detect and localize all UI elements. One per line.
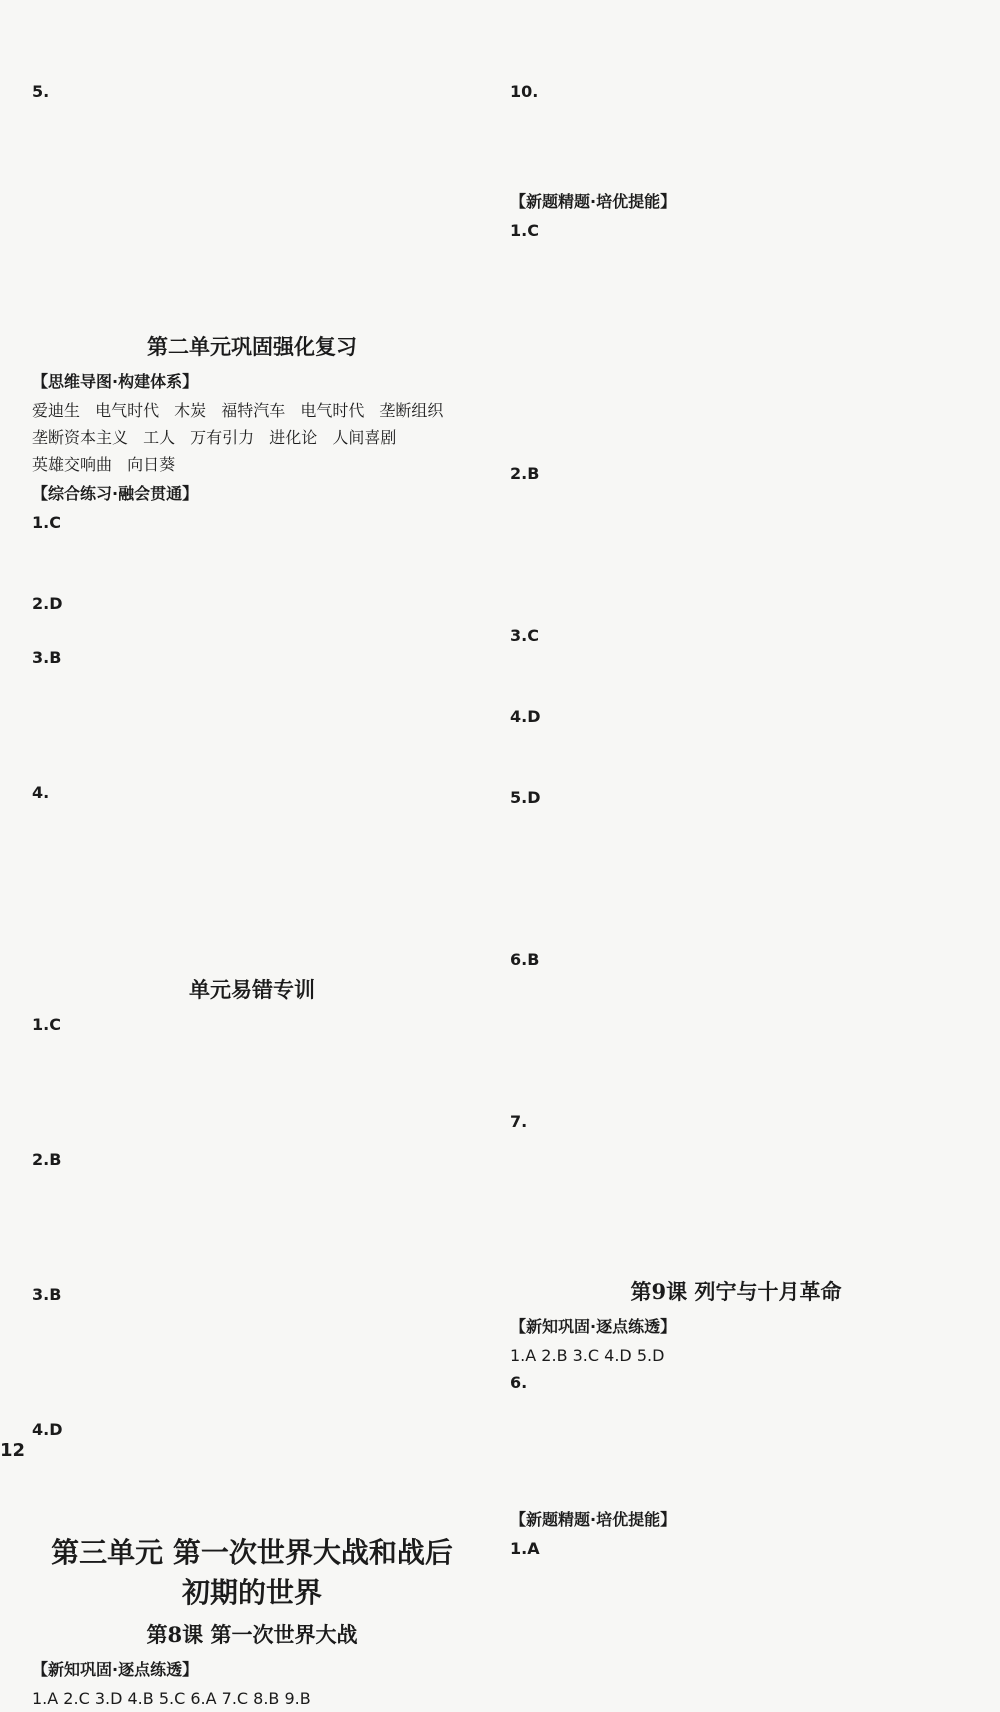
adv-q3-answer: 3.C bbox=[510, 626, 539, 645]
error-practice-title: 单元易错专训 bbox=[189, 977, 315, 1002]
mindmap-label: 【思维导图·构建体系】 bbox=[32, 372, 199, 391]
q5-number: 5. bbox=[32, 82, 50, 101]
adv-q2-answer: 2.B bbox=[510, 464, 540, 483]
err-q2-answer: 2.B bbox=[32, 1150, 62, 1169]
unit3-title-line1: 第三单元 第一次世界大战和战后 bbox=[51, 1536, 453, 1569]
lesson8-practice-label: 【新知巩固·逐点练透】 bbox=[32, 1660, 199, 1679]
err-q1-answer: 1.C bbox=[32, 1015, 61, 1034]
left-column bbox=[32, 78, 472, 1712]
lesson8-answers: 1.A 2.C 3.D 4.B 5.C 6.A 7.C 8.B 9.B bbox=[32, 1689, 311, 1708]
comp-q1-answer: 1.C bbox=[32, 513, 61, 532]
unit2-review-title: 第二单元巩固强化复习 bbox=[147, 334, 357, 359]
lesson9-practice-label: 【新知巩固·逐点练透】 bbox=[510, 1317, 677, 1336]
comp-q4-number: 4. bbox=[32, 783, 50, 802]
lesson9-advanced-label: 【新题精题·培优提能】 bbox=[510, 1510, 677, 1529]
err-q4-answer: 4.D bbox=[32, 1420, 63, 1439]
keywords-line-3: 英雄交响曲 向日葵 bbox=[32, 455, 176, 474]
err-q3-answer: 3.B bbox=[32, 1285, 62, 1304]
q10-number: 10. bbox=[510, 82, 539, 101]
adv-q6-answer: 6.B bbox=[510, 950, 540, 969]
advanced-label: 【新题精题·培优提能】 bbox=[510, 192, 677, 211]
keywords-line-2: 垄断资本主义 工人 万有引力 进化论 人间喜剧 bbox=[32, 428, 397, 447]
lesson9-q6-number: 6. bbox=[510, 1373, 528, 1392]
comprehensive-label: 【综合练习·融会贯通】 bbox=[32, 484, 199, 503]
lesson9-answers: 1.A 2.B 3.C 4.D 5.D bbox=[510, 1346, 665, 1365]
lesson8-title: 第8课 第一次世界大战 bbox=[146, 1622, 358, 1647]
lesson9-title: 第9课 列宁与十月革命 bbox=[630, 1279, 842, 1304]
comp-q2-answer: 2.D bbox=[32, 594, 63, 613]
adv-q4-answer: 4.D bbox=[510, 707, 541, 726]
adv-q7-number: 7. bbox=[510, 1112, 528, 1131]
keywords-line-1: 爱迪生 电气时代 木炭 福特汽车 电气时代 垄断组织 bbox=[32, 401, 444, 420]
unit3-title-line2: 初期的世界 bbox=[181, 1576, 322, 1609]
comp-q3-answer: 3.B bbox=[32, 648, 62, 667]
adv-q5-answer: 5.D bbox=[510, 788, 541, 807]
lesson9-adv-q1-answer: 1.A bbox=[510, 1539, 540, 1558]
adv-q1-answer: 1.C bbox=[510, 221, 539, 240]
right-column bbox=[510, 78, 962, 1562]
page-number: 12 bbox=[0, 1440, 26, 1461]
